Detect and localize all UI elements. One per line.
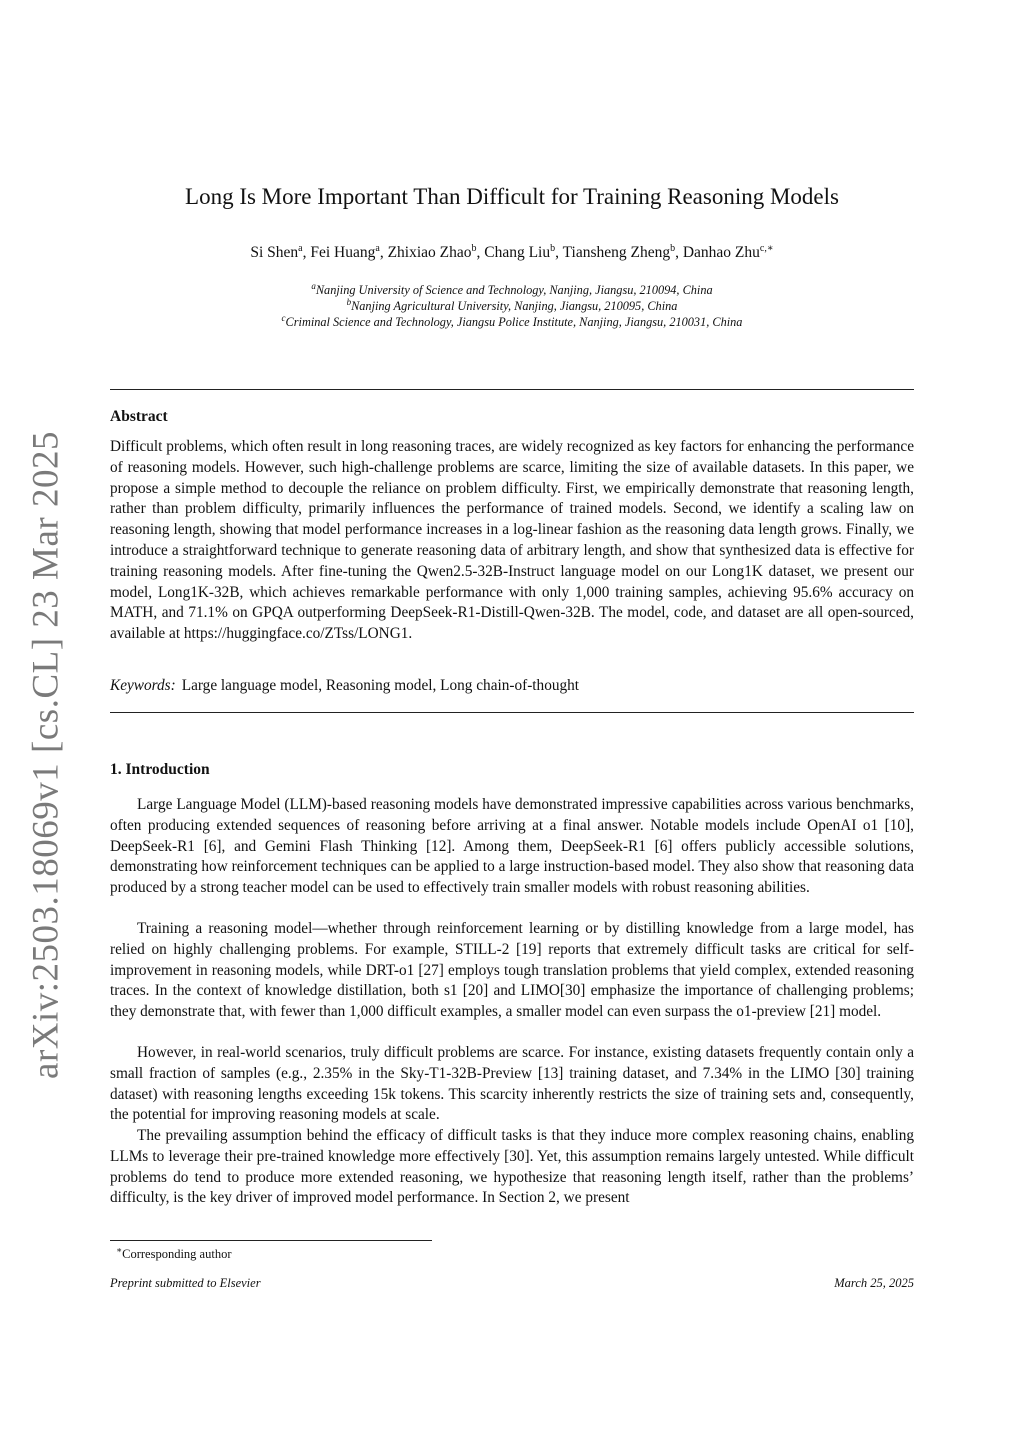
- footnote: ∗Corresponding author: [116, 1245, 232, 1262]
- affiliation: $^a$Nanjing University of Science and Technology, Nanjing, Jiangsu, 210094, China: [311, 281, 713, 298]
- keywords-label: Keywords:: [110, 677, 176, 694]
- author: Danhao Zhu$^{c,∗}$: [682, 243, 774, 262]
- arxiv-identifier: arXiv:2503.18069v1 [cs.CL] 23 Mar 2025: [25, 431, 67, 1079]
- divider: [110, 389, 914, 390]
- author: Fei Huang$^a$: [310, 243, 380, 262]
- abstract-heading: Abstract: [110, 408, 168, 425]
- section-heading-introduction: 1. Introduction: [110, 761, 210, 778]
- footer-date: March 25, 2025: [834, 1276, 914, 1290]
- affiliation: $^c$Criminal Science and Technology, Jiangsu Police Institute, Nanjing, Jiangsu, 210031, China: [281, 313, 743, 330]
- divider: [110, 712, 914, 713]
- keywords-text: Large language model, Reasoning model, Long chain-of-thought: [181, 677, 580, 694]
- intro-paragraph: The prevailing assumption behind the efficacy of difficult tasks is that they induce more complex reasoning chains, enabling LLMs to leverage their pre-trained knowledge more effectively [30]. Yet, this assumption remains largely untested. While difficult problems do tend to produce more extended reasoning, we hypothesize that reasoning length itself, rather than the problems’ difficulty, is the key driver of improved model performance. In Section 2, we present: [110, 1127, 914, 1207]
- intro-paragraph: Large Language Model (LLM)-based reasoning models have demonstrated impressive capabilities across various benchmarks, often producing extended sequences of reasoning before arriving at a final answer. Notable models include OpenAI o1 [10], DeepSeek-R1 [6], and Gemini Flash Thinking [12]. Among them, DeepSeek-R1 [6] offers publicly accessible solutions, demonstrating how reinforcement techniques can be applied to a large instruction-based model. They also show that reasoning data produced by a strong teacher model can be used to effectively train smaller models with robust reasoning abilities.: [110, 796, 914, 897]
- footnote-divider: [110, 1240, 432, 1241]
- author: Zhixiao Zhao$^b$: [387, 243, 477, 262]
- author: Chang Liu$^b$: [484, 243, 556, 262]
- author: Si Shen$^a$: [250, 243, 303, 262]
- footer-preprint-note: Preprint submitted to Elsevier: [110, 1276, 261, 1290]
- abstract-text: Difficult problems, which often result in long reasoning traces, are widely recognized as key factors for enhancing the performance of reasoning models. However, such high-challenge problems are scarce, limiting the size of available datasets. In this paper, we propose a simple method to decouple the reliance on problem difficulty. First, we empirically demonstrate that reasoning length, rather than problem difficulty, primarily influences the performance of trained models. Second, we identify a scaling law on reasoning length, showing that model performance increases in a log-linear fashion as the reasoning data length grows. Finally, we introduce a straightforward technique to generate reasoning data of arbitrary length, and show that synthesized data is effective for training reasoning models. After fine-tuning the Qwen2.5-32B-Instruct language model on our Long1K dataset, we present our model, Long1K-32B, which achieves remarkable performance with only 1,000 training samples, achieving 95.6% accuracy on MATH, and 71.1% on GPQA outperforming DeepSeek-R1-Distill-Qwen-32B. The model, code, and dataset are all open-sourced, available at https://huggingface.co/ZTss/LONG1.: [110, 438, 914, 643]
- intro-paragraph: Training a reasoning model—whether through reinforcement learning or by distilling knowledge from a large model, has relied on highly challenging problems. For example, STILL-2 [19] reports that extremely difficult tasks are critical for self-improvement in reasoning models, while DRT-o1 [27] employs tough translation problems that yield complex, extended reasoning traces. In the context of knowledge distillation, both s1 [20] and LIMO[30] emphasize the importance of challenging problems; they demonstrate that, with fewer than 1,000 difficult examples, a smaller model can even surpass the o1-preview [21] model.: [110, 920, 914, 1021]
- affiliation: $^b$Nanjing Agricultural University, Nanjing, Jiangsu, 210095, China: [346, 297, 678, 314]
- paper-title: Long Is More Important Than Difficult for Training Reasoning Models: [185, 184, 839, 209]
- intro-paragraph: However, in real-world scenarios, truly difficult problems are scarce. For instance, existing datasets frequently contain only a small fraction of samples (e.g., 2.35% in the Sky-T1-32B-Preview [13] training dataset, and 7.34% in the LIMO [30] training dataset) with reasoning lengths exceeding 15k tokens. This scarcity inherently restricts the size of training sets and, consequently, the potential for improving reasoning models at scale.: [110, 1044, 914, 1124]
- arxiv-sidebar-stamp: [16, 431, 76, 1079]
- keywords: [110, 677, 579, 695]
- author-list: Si Shen$^a$, Fei Huang$^a$, Zhixiao Zhao$^b$, Chang Liu$^b$, Tiansheng Zheng$^b$, Danhao Zhu$^{c,∗}$: [250, 243, 774, 262]
- author: Tiansheng Zheng$^b$: [562, 243, 676, 262]
